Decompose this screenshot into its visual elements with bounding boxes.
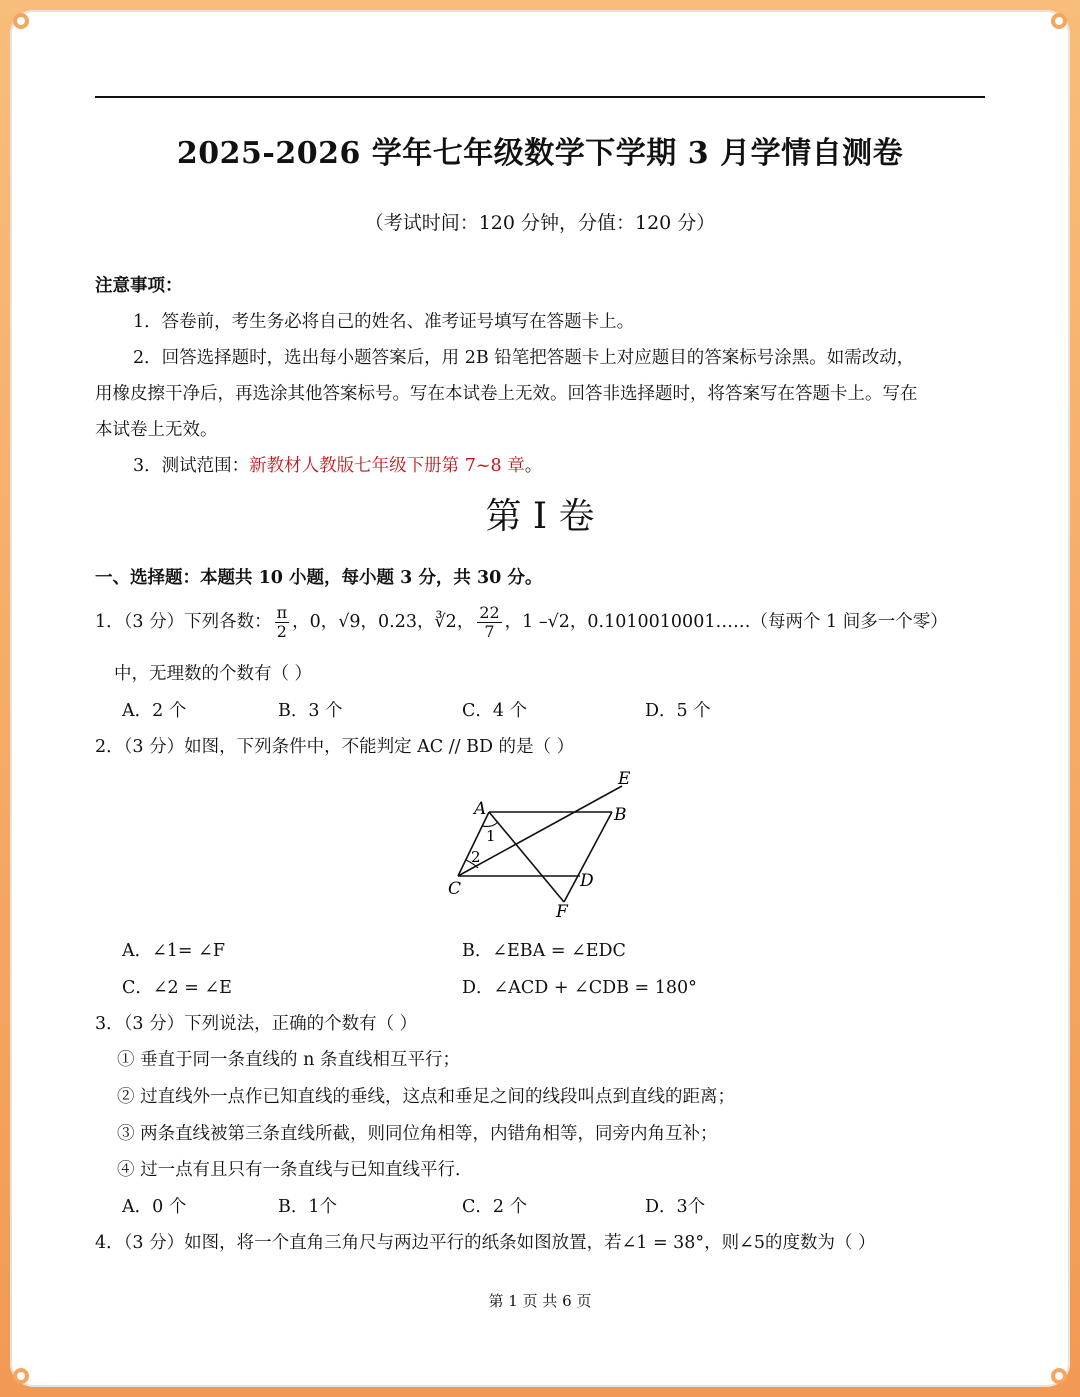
label-angle-2: 2	[471, 848, 481, 866]
label-f: F	[556, 902, 568, 922]
header-rule	[95, 96, 985, 98]
label-c: C	[448, 879, 462, 899]
q1-part: ，0.1010010001……（每两个 1 间多一个零）	[569, 612, 948, 632]
page-footer: 第 1 页 共 6 页	[488, 1292, 592, 1310]
question-1-stem	[95, 600, 948, 644]
notice-item-3	[133, 452, 542, 477]
corner-ornament-icon	[10, 1365, 32, 1387]
q1-part: ，0.23，	[360, 612, 435, 632]
q1-option-b[interactable]: B．3 个	[278, 701, 343, 721]
q2-option-c[interactable]: C．∠2 = ∠E	[122, 978, 232, 998]
notice-item-3-suffix: 。	[524, 456, 543, 476]
sqrt-9: √9	[338, 612, 361, 632]
label-a: A	[474, 799, 487, 819]
notice-item-2-line1: 2．回答选择题时，选出每小题答案后，用 2B 铅笔把答题卡上对应题目的答案标号涂黑。如需改动，	[133, 348, 915, 368]
q3-option-c[interactable]: C．2 个	[462, 1197, 528, 1217]
q3-option-b[interactable]: B．1个	[278, 1197, 337, 1217]
sqrt-2: √2	[547, 612, 570, 632]
corner-ornament-icon	[1048, 10, 1070, 32]
q1-part: ，1 –	[504, 612, 548, 632]
fraction-22-over-7	[477, 604, 501, 641]
segment-ac	[458, 812, 489, 876]
test-range: 新教材人教版七年级下册第 7~8 章	[249, 456, 525, 476]
question-3-stem: 3．（3 分）下列说法，正确的个数有（ ）	[95, 1014, 418, 1034]
question-4-stem: 4．（3 分）如图，将一个直角三角尺与两边平行的纸条如图放置，若∠1 = 38°，则∠5的度数为（ ）	[95, 1233, 876, 1253]
q1-option-c[interactable]: C．4 个	[462, 701, 528, 721]
q1-prefix: 1．（3 分）下列各数：	[95, 612, 272, 632]
exam-subtitle: （考试时间：120 分钟，分值：120 分）	[364, 212, 716, 234]
q2-option-d[interactable]: D．∠ACD + ∠CDB = 180°	[462, 978, 697, 998]
notice-item-2-line2: 用橡皮擦干净后，再选涂其他答案标号。写在本试卷上无效。回答非选择题时，将答案写在答题卡上。写在	[95, 384, 918, 404]
volume-title: 第 I 卷	[485, 496, 595, 537]
q1-part: ，0，	[292, 612, 339, 632]
fraction-denominator: 2	[276, 622, 287, 641]
notice-item-3-prefix: 3．测试范围：	[133, 456, 250, 476]
fraction-numerator: π	[276, 603, 288, 622]
label-angle-1: 1	[486, 827, 496, 845]
q3-statement-4: ④ 过一点有且只有一条直线与已知直线平行．	[117, 1160, 473, 1180]
fraction-denominator: 7	[484, 622, 495, 641]
question-2-stem: 2．（3 分）如图，下列条件中，不能判定 AC // BD 的是（ ）	[95, 737, 575, 757]
label-e: E	[618, 769, 631, 789]
fraction-pi-over-2	[275, 604, 290, 641]
notice-item-1: 1．答卷前，考生务必将自己的姓名、准考证号填写在答题卡上。	[133, 312, 635, 332]
question-1-stem-line2: 中，无理数的个数有（ ）	[114, 664, 313, 684]
cube-root-2: ∛2	[434, 612, 457, 632]
exam-title: 2025-2026 学年七年级数学下学期 3 月学情自测卷	[176, 136, 904, 171]
q3-option-d[interactable]: D．3个	[645, 1197, 706, 1217]
label-d: D	[580, 871, 594, 891]
notice-heading: 注意事项：	[95, 276, 183, 296]
q3-statement-3: ③ 两条直线被第三条直线所截，则同位角相等，内错角相等，同旁内角互补；	[117, 1124, 718, 1144]
q2-option-a[interactable]: A．∠1= ∠F	[122, 941, 225, 961]
label-b: B	[614, 805, 627, 825]
q2-geometry-figure	[440, 762, 640, 922]
segment-af	[489, 812, 564, 902]
corner-ornament-icon	[10, 10, 32, 32]
fraction-numerator: 22	[479, 603, 500, 622]
q1-option-d[interactable]: D．5 个	[645, 701, 711, 721]
q3-option-a[interactable]: A．0 个	[122, 1197, 187, 1217]
q2-option-b[interactable]: B．∠EBA = ∠EDC	[462, 941, 626, 961]
q3-statement-1: ① 垂直于同一条直线的 n 条直线相互平行；	[117, 1050, 460, 1070]
notice-item-2-line3: 本试卷上无效。	[95, 420, 218, 440]
q3-statement-2: ② 过直线外一点作已知直线的垂线，这点和垂足之间的线段叫点到直线的距离；	[117, 1087, 736, 1107]
section-heading: 一、选择题：本题共 10 小题，每小题 3 分，共 30 分。	[95, 568, 543, 588]
q1-part: ，	[456, 612, 475, 632]
q1-option-a[interactable]: A．2 个	[122, 701, 187, 721]
corner-ornament-icon	[1048, 1365, 1070, 1387]
